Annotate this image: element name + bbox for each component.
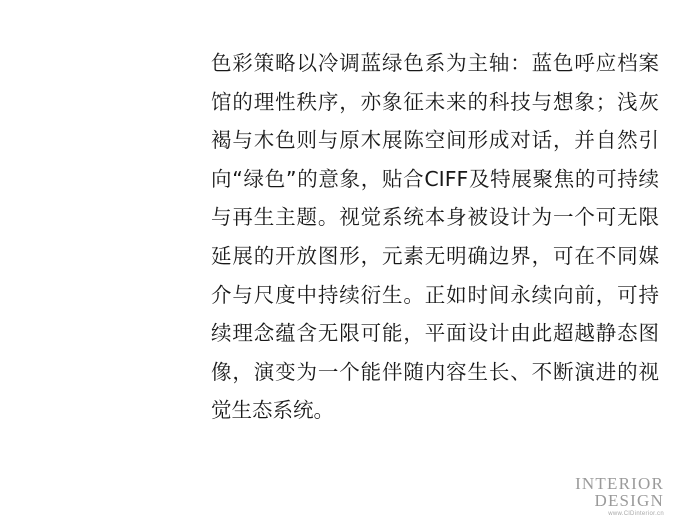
watermark-line-design: DESIGN xyxy=(594,491,664,510)
watermark-line-interior: INTERIOR xyxy=(575,474,664,493)
body-paragraph: 色彩策略以冷调蓝绿色系为主轴：蓝色呼应档案馆的理性秩序，亦象征未来的科技与想象；浅灰褐与木色则与原木展陈空间形成对话，并自然引向“绿色”的意象，贴合CIFF及特展聚焦的可持续与再生主题。视觉系统本身被设计为一个可无限延展的开放图形，元素无明确边界，可在不同媒介与尺度中持续衍生。正如时间永续向前，可持续理念蕴含无限可能，平面设计由此超越静态图像，演变为一个能伴随内容生长、不断演进的视觉生态系统。 xyxy=(211,51,659,423)
watermark-url: www.ClDinterior.cn xyxy=(608,511,664,517)
watermark xyxy=(575,475,664,517)
